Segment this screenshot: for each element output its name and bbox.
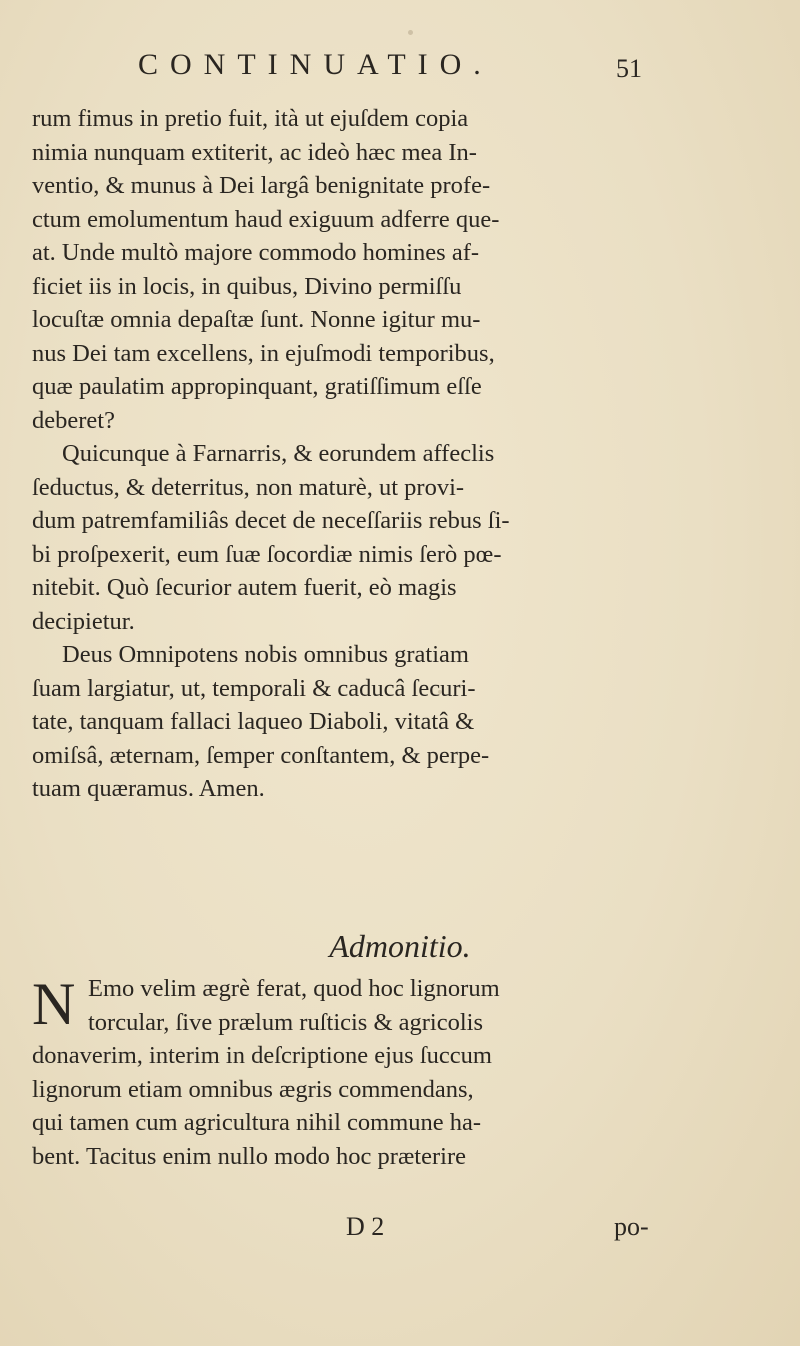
text-line: at. Unde multò majore commodo homines af- xyxy=(32,239,480,266)
text-line: ſuam largiatur, ut, temporali & caducâ ſecuri- xyxy=(32,674,476,702)
text-line: nimia nunquam extiterit, ac ideò hæc mea In- xyxy=(32,138,477,166)
text-line: omiſsâ, æternam, ſemper conſtantem, & perpe- xyxy=(32,741,490,769)
text-line: dum patremfamiliâs decet de neceſſariis rebus ſi- xyxy=(32,507,510,534)
text-line: donaverim, interim in deſcriptione ejus ſuccum xyxy=(32,1042,492,1069)
main-text xyxy=(32,102,692,806)
text-line: decipietur. xyxy=(32,607,135,635)
text-line: nitebit. Quò ſecurior autem fuerit, eò magis xyxy=(32,574,457,601)
signature-mark: D 2 xyxy=(346,1212,385,1241)
text-line: tuam quæramus. Amen. xyxy=(32,775,265,802)
text-line: quæ paulatim appropinquant, gratiſſimum eſſe xyxy=(32,373,482,400)
admonitio-text xyxy=(32,972,676,1173)
paragraph-1 xyxy=(32,102,692,437)
text-line: deberet? xyxy=(32,406,115,434)
paragraph-2 xyxy=(32,437,692,638)
drop-cap: N xyxy=(32,971,76,1037)
section-title: Admonitio. xyxy=(329,928,471,964)
paper-spot xyxy=(408,30,413,35)
text-line: rum fimus in pretio fuit, ità ut ejuſdem copia xyxy=(32,105,469,132)
text-line: ventio, & munus à Dei largâ benignitate profe- xyxy=(32,172,491,199)
text-line: lignorum etiam omnibus ægris commendans, xyxy=(32,1075,474,1103)
text-line: locuſtæ omnia depaſtæ ſunt. Nonne igitur mu- xyxy=(32,306,481,333)
text-line: ficiet iis in locis, in quibus, Divino permiſſu xyxy=(32,272,462,300)
text-line: torcular, ſive prælum ruſticis & agricolis xyxy=(88,1008,484,1036)
text-line: bent. Tacitus enim nullo modo hoc præterire xyxy=(32,1142,466,1170)
paragraph-3 xyxy=(32,638,692,806)
text-line: ſeductus, & deterritus, non maturè, ut provi- xyxy=(32,473,465,501)
page-number: 51 xyxy=(616,54,642,83)
text-line: nus Dei tam excellens, in ejuſmodi temporibus, xyxy=(32,339,495,367)
text-line: Quicunque à Farnarris, & eorundem affeclis xyxy=(62,440,495,467)
text-line: bi proſpexerit, eum ſuæ ſocordiæ nimis ſerò pœ- xyxy=(32,540,502,568)
text-line: qui tamen cum agricultura nihil commune ha- xyxy=(32,1109,482,1136)
text-line: Deus Omnipotens nobis omnibus gratiam xyxy=(62,641,469,668)
text-line: ctum emolumentum haud exiguum adferre que- xyxy=(32,205,500,233)
page-header xyxy=(0,48,800,88)
text-line: tate, tanquam fallaci laqueo Diaboli, vitatâ & xyxy=(32,708,475,735)
catchword: po- xyxy=(614,1212,649,1241)
text-line: Emo velim ægrè ferat, quod hoc lignorum xyxy=(88,975,500,1002)
running-title: CONTINUATIO. xyxy=(138,48,493,81)
